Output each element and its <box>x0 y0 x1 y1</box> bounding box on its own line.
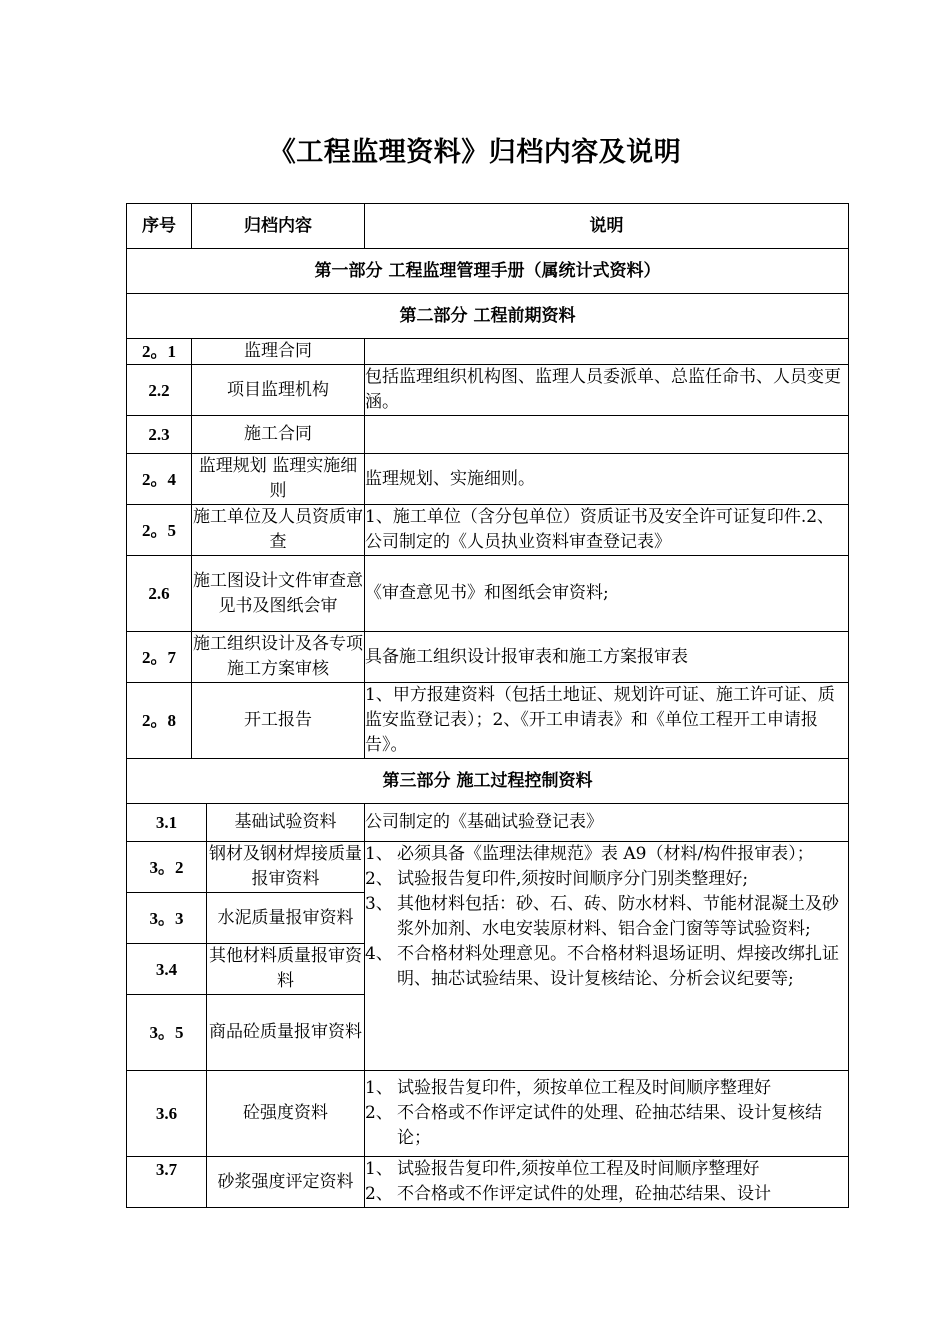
list-text: 不合格或不作评定试件的处理、砼抽芯结果、设计复核结论； <box>397 1103 822 1148</box>
section-row <box>127 759 849 804</box>
row-seq: 2。4 <box>127 454 192 505</box>
list-item <box>365 1076 848 1101</box>
list-text: 不合格材料处理意见。不合格材料退场证明、焊接改绑扎证明、抽芯试验结果、设计复核结论、分析会议纪要等; <box>397 944 839 989</box>
row-content: 施工合同 <box>192 416 365 454</box>
list-marker: 3、 <box>365 894 393 914</box>
list-marker: 1、 <box>365 1078 393 1098</box>
row-content: 其他材料质量报审资料 <box>207 944 365 995</box>
list-item <box>365 1157 848 1182</box>
row-content: 项目监理机构 <box>192 365 365 416</box>
row-desc: 公司制定的《基础试验登记表》 <box>365 804 849 842</box>
row-desc: 《审查意见书》和图纸会审资料; <box>365 556 849 632</box>
list-marker: 2、 <box>365 869 393 889</box>
table-row <box>127 416 849 454</box>
row-seq: 2.6 <box>127 556 192 632</box>
row-content: 商品砼质量报审资料 <box>207 995 365 1071</box>
row-seq: 2.2 <box>127 365 192 416</box>
row-content: 施工图设计文件审查意见书及图纸会审 <box>192 556 365 632</box>
section-part3: 第三部分 施工过程控制资料 <box>127 759 849 804</box>
row-seq: 2。7 <box>127 632 192 683</box>
table-row <box>127 454 849 505</box>
row-seq: 3。5 <box>127 995 207 1071</box>
row-content: 砼强度资料 <box>207 1071 365 1157</box>
row-desc: 1、甲方报建资料（包括土地证、规划许可证、施工许可证、质监安监登记表）；2、《开工申请表》和《单位工程开工申请报告》。 <box>365 683 849 759</box>
table-header-row <box>127 204 849 249</box>
row-desc: 包括监理组织机构图、监理人员委派单、总监任命书、人员变更涵。 <box>365 365 849 416</box>
row-content: 监理合同 <box>192 339 365 365</box>
document-title: 《工程监理资料》归档内容及说明 <box>268 137 682 168</box>
row-desc <box>365 339 849 365</box>
row-content: 开工报告 <box>192 683 365 759</box>
row-seq: 2。1 <box>127 339 192 365</box>
list-item <box>365 1101 848 1151</box>
list-text: 必须具备《监理法律规范》表 A9（材料/构件报审表）； <box>397 844 814 864</box>
list-text: 不合格或不作评定试件的处理，砼抽芯结果、设计 <box>397 1184 771 1204</box>
list-marker: 4、 <box>365 944 393 964</box>
row-desc <box>365 1071 849 1157</box>
archive-table <box>126 203 849 1208</box>
row-seq: 2。5 <box>127 505 192 556</box>
row-content: 砂浆强度评定资料 <box>207 1157 365 1208</box>
row-seq: 3.1 <box>127 804 207 842</box>
table-row <box>127 365 849 416</box>
list-marker: 2、 <box>365 1184 393 1204</box>
materials-desc <box>365 842 849 1071</box>
list-item <box>365 842 848 867</box>
list-item <box>365 867 848 892</box>
table-row <box>127 339 849 365</box>
row-content: 水泥质量报审资料 <box>207 893 365 944</box>
list-item <box>365 1182 848 1207</box>
header-content: 归档内容 <box>192 204 365 249</box>
row-desc <box>365 416 849 454</box>
row-content: 基础试验资料 <box>207 804 365 842</box>
row-seq: 3。3 <box>127 893 207 944</box>
section-part1: 第一部分 工程监理管理手册（属统计式资料） <box>127 249 849 294</box>
list-marker: 1、 <box>365 844 393 864</box>
list-text: 其他材料包括：砂、石、砖、防水材料、节能材混凝土及砂浆外加剂、水电安装原材料、铝合金门窗等等试验资料; <box>397 894 839 939</box>
table-row <box>127 632 849 683</box>
row-content: 施工单位及人员资质审查 <box>192 505 365 556</box>
row-seq: 3.7 <box>127 1157 207 1208</box>
row-desc <box>365 1157 849 1208</box>
list-item <box>365 892 848 942</box>
row-desc: 监理规划、实施细则。 <box>365 454 849 505</box>
row-content: 监理规划 监理实施细则 <box>192 454 365 505</box>
list-text: 试验报告复印件,须按单位工程及时间顺序整理好 <box>397 1159 760 1179</box>
table-row <box>127 1157 849 1208</box>
section-row <box>127 249 849 294</box>
row-seq: 3.4 <box>127 944 207 995</box>
row-seq: 3.6 <box>127 1071 207 1157</box>
table-row <box>127 1071 849 1157</box>
header-seq: 序号 <box>127 204 192 249</box>
table-row <box>127 683 849 759</box>
row-desc: 1、施工单位（含分包单位）资质证书及安全许可证复印件.2、公司制定的《人员执业资料审查登记表》 <box>365 505 849 556</box>
header-desc: 说明 <box>365 204 849 249</box>
row-seq: 2.3 <box>127 416 192 454</box>
list-item <box>365 942 848 992</box>
row-seq: 2。8 <box>127 683 192 759</box>
row-seq: 3。2 <box>127 842 207 893</box>
list-marker: 2、 <box>365 1103 393 1123</box>
table-row <box>127 505 849 556</box>
row-desc: 具备施工组织设计报审表和施工方案报审表 <box>365 632 849 683</box>
list-text: 试验报告复印件，须按单位工程及时间顺序整理好 <box>397 1078 771 1098</box>
list-marker: 1、 <box>365 1159 393 1179</box>
table-row <box>127 804 849 842</box>
section-part2: 第二部分 工程前期资料 <box>127 294 849 339</box>
table-row <box>127 556 849 632</box>
list-text: 试验报告复印件,须按时间顺序分门别类整理好; <box>397 869 749 889</box>
section-row <box>127 294 849 339</box>
row-content: 钢材及钢材焊接质量报审资料 <box>207 842 365 893</box>
row-content: 施工组织设计及各专项施工方案审核 <box>192 632 365 683</box>
table-row <box>127 842 849 893</box>
